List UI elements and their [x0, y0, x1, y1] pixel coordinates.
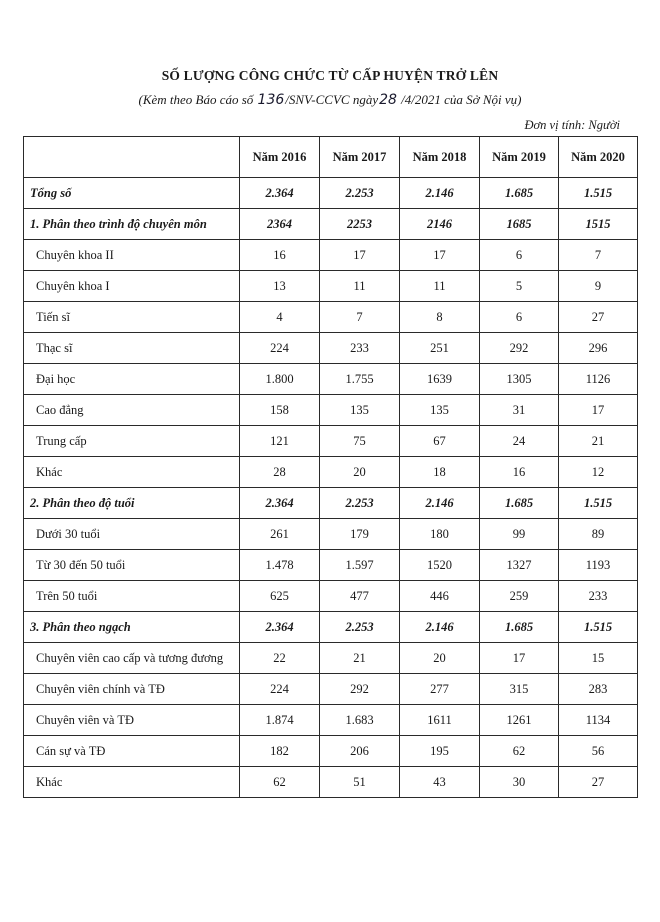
cell-value: 233	[320, 333, 400, 364]
cell-value: 2.253	[320, 612, 400, 643]
cell-value: 1.755	[320, 364, 400, 395]
cell-value: 1.685	[480, 612, 559, 643]
cell-value: 1.515	[559, 612, 638, 643]
table-row	[24, 302, 638, 333]
cell-value: 24	[480, 426, 559, 457]
column-header: Năm 2018	[400, 137, 480, 178]
cell-value: 1134	[559, 705, 638, 736]
cell-value: 18	[400, 457, 480, 488]
cell-value: 2.146	[400, 178, 480, 209]
header-row	[24, 137, 638, 178]
row-label: 2. Phân theo độ tuổi	[24, 488, 240, 519]
cell-value: 180	[400, 519, 480, 550]
cell-value: 1639	[400, 364, 480, 395]
column-header: Năm 2020	[559, 137, 638, 178]
table-row	[24, 643, 638, 674]
table-row	[24, 426, 638, 457]
row-label: Cán sự và TĐ	[24, 736, 240, 767]
cell-value: 158	[240, 395, 320, 426]
row-label: Từ 30 đến 50 tuổi	[24, 550, 240, 581]
cell-value: 2146	[400, 209, 480, 240]
cell-value: 2.146	[400, 612, 480, 643]
cell-value: 1.685	[480, 488, 559, 519]
cell-value: 62	[480, 736, 559, 767]
table-row	[24, 705, 638, 736]
cell-value: 9	[559, 271, 638, 302]
cell-value: 27	[559, 302, 638, 333]
table-row	[24, 271, 638, 302]
row-label: Đại học	[24, 364, 240, 395]
cell-value: 1193	[559, 550, 638, 581]
row-label: Trung cấp	[24, 426, 240, 457]
cell-value: 296	[559, 333, 638, 364]
cell-value: 43	[400, 767, 480, 798]
cell-value: 1.685	[480, 178, 559, 209]
cell-value: 1305	[480, 364, 559, 395]
table-row	[24, 395, 638, 426]
table-row	[24, 519, 638, 550]
cell-value: 5	[480, 271, 559, 302]
row-label: Chuyên viên cao cấp và tương đương	[24, 643, 240, 674]
cell-value: 283	[559, 674, 638, 705]
table-row	[24, 488, 638, 519]
cell-value: 99	[480, 519, 559, 550]
column-header: Năm 2017	[320, 137, 400, 178]
cell-value: 1.597	[320, 550, 400, 581]
cell-value: 2.364	[240, 612, 320, 643]
cell-value: 224	[240, 333, 320, 364]
cell-value: 1.800	[240, 364, 320, 395]
cell-value: 75	[320, 426, 400, 457]
cell-value: 315	[480, 674, 559, 705]
cell-value: 233	[559, 581, 638, 612]
cell-value: 1327	[480, 550, 559, 581]
row-label: Thạc sĩ	[24, 333, 240, 364]
unit-note: Đơn vị tính: Người	[524, 118, 620, 132]
cell-value: 17	[559, 395, 638, 426]
row-label: Chuyên khoa II	[24, 240, 240, 271]
cell-value: 259	[480, 581, 559, 612]
cell-value: 56	[559, 736, 638, 767]
cell-value: 20	[320, 457, 400, 488]
table-row	[24, 767, 638, 798]
table-row	[24, 736, 638, 767]
cell-value: 21	[320, 643, 400, 674]
table-row	[24, 550, 638, 581]
cell-value: 89	[559, 519, 638, 550]
cell-value: 17	[480, 643, 559, 674]
table-row	[24, 209, 638, 240]
cell-value: 17	[320, 240, 400, 271]
cell-value: 261	[240, 519, 320, 550]
cell-value: 16	[240, 240, 320, 271]
cell-value: 277	[400, 674, 480, 705]
cell-value: 135	[400, 395, 480, 426]
cell-value: 224	[240, 674, 320, 705]
row-label: Khác	[24, 767, 240, 798]
column-header: Năm 2016	[240, 137, 320, 178]
row-label: Chuyên viên chính và TĐ	[24, 674, 240, 705]
cell-value: 1.515	[559, 178, 638, 209]
cell-value: 28	[240, 457, 320, 488]
cell-value: 21	[559, 426, 638, 457]
row-label: Tổng số	[24, 178, 240, 209]
cell-value: 16	[480, 457, 559, 488]
subtitle-middle: /SNV-CCVC ngày	[285, 92, 379, 107]
cell-value: 182	[240, 736, 320, 767]
column-header: Năm 2019	[480, 137, 559, 178]
cell-value: 292	[480, 333, 559, 364]
table-row	[24, 674, 638, 705]
cell-value: 2.364	[240, 488, 320, 519]
cell-value: 1520	[400, 550, 480, 581]
cell-value: 2.253	[320, 488, 400, 519]
table-row	[24, 240, 638, 271]
cell-value: 20	[400, 643, 480, 674]
row-label: Cao đẳng	[24, 395, 240, 426]
row-label: Chuyên khoa I	[24, 271, 240, 302]
cell-value: 6	[480, 302, 559, 333]
cell-value: 195	[400, 736, 480, 767]
row-label: 3. Phân theo ngạch	[24, 612, 240, 643]
cell-value: 62	[240, 767, 320, 798]
statistics-table	[23, 136, 638, 798]
cell-value: 135	[320, 395, 400, 426]
handwritten-day: 28	[379, 92, 397, 108]
row-label: Chuyên viên và TĐ	[24, 705, 240, 736]
cell-value: 251	[400, 333, 480, 364]
cell-value: 7	[320, 302, 400, 333]
cell-value: 4	[240, 302, 320, 333]
cell-value: 2.146	[400, 488, 480, 519]
cell-value: 2364	[240, 209, 320, 240]
cell-value: 292	[320, 674, 400, 705]
cell-value: 121	[240, 426, 320, 457]
cell-value: 13	[240, 271, 320, 302]
cell-value: 6	[480, 240, 559, 271]
cell-value: 1611	[400, 705, 480, 736]
cell-value: 17	[400, 240, 480, 271]
cell-value: 11	[320, 271, 400, 302]
cell-value: 51	[320, 767, 400, 798]
cell-value: 179	[320, 519, 400, 550]
cell-value: 1515	[559, 209, 638, 240]
cell-value: 67	[400, 426, 480, 457]
cell-value: 2.364	[240, 178, 320, 209]
cell-value: 477	[320, 581, 400, 612]
row-label: Dưới 30 tuổi	[24, 519, 240, 550]
table-row	[24, 612, 638, 643]
handwritten-report-number: 136	[257, 92, 285, 108]
cell-value: 2.253	[320, 178, 400, 209]
cell-value: 1.683	[320, 705, 400, 736]
cell-value: 1261	[480, 705, 559, 736]
subtitle-prefix: (Kèm theo Báo cáo số	[138, 92, 257, 107]
table-row	[24, 333, 638, 364]
cell-value: 27	[559, 767, 638, 798]
cell-value: 625	[240, 581, 320, 612]
table-row	[24, 364, 638, 395]
table-row	[24, 581, 638, 612]
document-title: SỐ LƯỢNG CÔNG CHỨC TỪ CẤP HUYỆN TRỞ LÊN	[161, 68, 499, 83]
row-label: Khác	[24, 457, 240, 488]
subtitle-suffix: /4/2021 của Sở Nội vụ)	[397, 92, 522, 107]
cell-value: 1685	[480, 209, 559, 240]
cell-value: 446	[400, 581, 480, 612]
cell-value: 11	[400, 271, 480, 302]
cell-value: 15	[559, 643, 638, 674]
cell-value: 206	[320, 736, 400, 767]
cell-value: 30	[480, 767, 559, 798]
cell-value: 7	[559, 240, 638, 271]
cell-value: 1.874	[240, 705, 320, 736]
cell-value: 8	[400, 302, 480, 333]
cell-value: 22	[240, 643, 320, 674]
column-header	[24, 137, 240, 178]
cell-value: 12	[559, 457, 638, 488]
cell-value: 1.515	[559, 488, 638, 519]
table-row	[24, 178, 638, 209]
cell-value: 31	[480, 395, 559, 426]
row-label: Trên 50 tuổi	[24, 581, 240, 612]
cell-value: 1126	[559, 364, 638, 395]
table-row	[24, 457, 638, 488]
cell-value: 2253	[320, 209, 400, 240]
document-subtitle	[0, 92, 660, 108]
row-label: Tiến sĩ	[24, 302, 240, 333]
cell-value: 1.478	[240, 550, 320, 581]
row-label: 1. Phân theo trình độ chuyên môn	[24, 209, 240, 240]
